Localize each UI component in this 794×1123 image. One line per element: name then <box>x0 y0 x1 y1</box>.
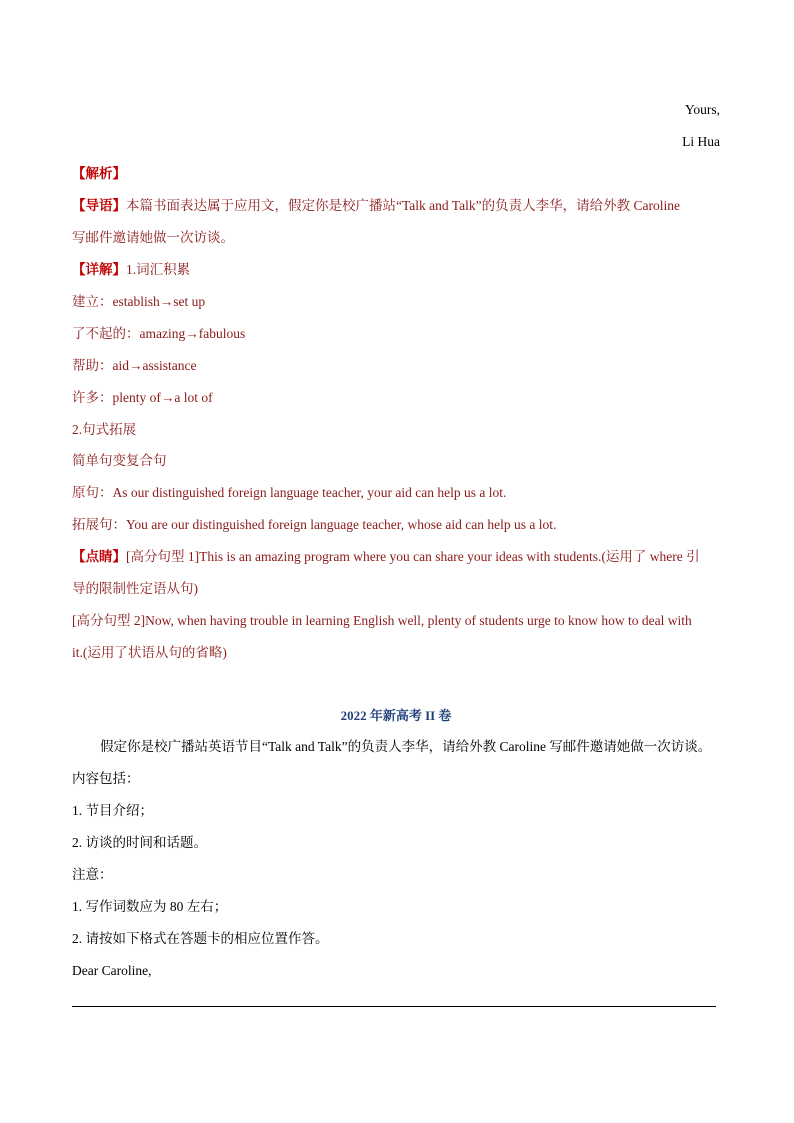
content-item: 2. 访谈的时间和话题。 <box>72 835 207 850</box>
answer-line <box>72 1006 716 1007</box>
detail-subsection: 简单句变复合句 <box>72 453 167 468</box>
letter-greeting: Dear Caroline, <box>72 963 152 978</box>
highlight-line-2: 导的限制性定语从句) <box>72 581 198 596</box>
intro-text: 本篇书面表达属于应用文，假定你是校广播站“Talk and Talk”的负责人李华，请给外教 Caroline <box>126 198 680 213</box>
content-item: 1. 节目介绍； <box>72 803 153 818</box>
highlight-tag: 【点睛】 <box>72 549 126 564</box>
content-label: 内容包括： <box>72 771 140 786</box>
original-sentence: 原句：As our distinguished foreign language teacher, your aid can help us a lot. <box>72 485 507 500</box>
note-item: 2. 请按如下格式在答题卡的相应位置作答。 <box>72 931 329 946</box>
intro-line-1 <box>72 196 720 216</box>
vocab-item: 了不起的：amazing→fabulous <box>72 326 246 341</box>
signature: Li Hua <box>682 134 720 149</box>
highlight-line-3: [高分句型 2]Now, when having trouble in learning English well, plenty of students urge to know how to deal with <box>72 613 692 628</box>
vocab-item: 帮助：aid→assistance <box>72 358 197 373</box>
highlight-line-1 <box>72 547 720 567</box>
expanded-sentence: 拓展句：You are our distinguished foreign language teacher, whose aid can help us a lot. <box>72 517 557 532</box>
vocab-item: 建立：establish→set up <box>72 294 206 309</box>
closing: Yours, <box>684 102 720 117</box>
intro-tag: 【导语】 <box>72 198 126 213</box>
detail-section-1: 1.词汇积累 <box>126 262 191 277</box>
highlight-p1: [高分句型 1]This is an amazing program where you can share your ideas with students.(运用了 where 引 <box>126 549 700 564</box>
detail-section-2: 2.句式拓展 <box>72 422 137 437</box>
highlight-line-4: it.(运用了状语从句的省略) <box>72 645 227 660</box>
analysis-heading: 【解析】 <box>72 166 126 181</box>
detail-tag: 【详解】 <box>72 262 126 277</box>
intro-line-2: 写邮件邀请她做一次访谈。 <box>72 230 234 245</box>
question-prompt: 假定你是校广播站英语节目“Talk and Talk”的负责人李华，请给外教 Caroline 写邮件邀请她做一次访谈。 <box>100 739 712 754</box>
question-title: 2022 年新高考 II 卷 <box>340 708 452 723</box>
vocab-item: 许多：plenty of→a lot of <box>72 390 213 405</box>
detail-line <box>72 260 720 280</box>
notes-label: 注意： <box>72 867 113 882</box>
note-item: 1. 写作词数应为 80 左右； <box>72 899 228 914</box>
